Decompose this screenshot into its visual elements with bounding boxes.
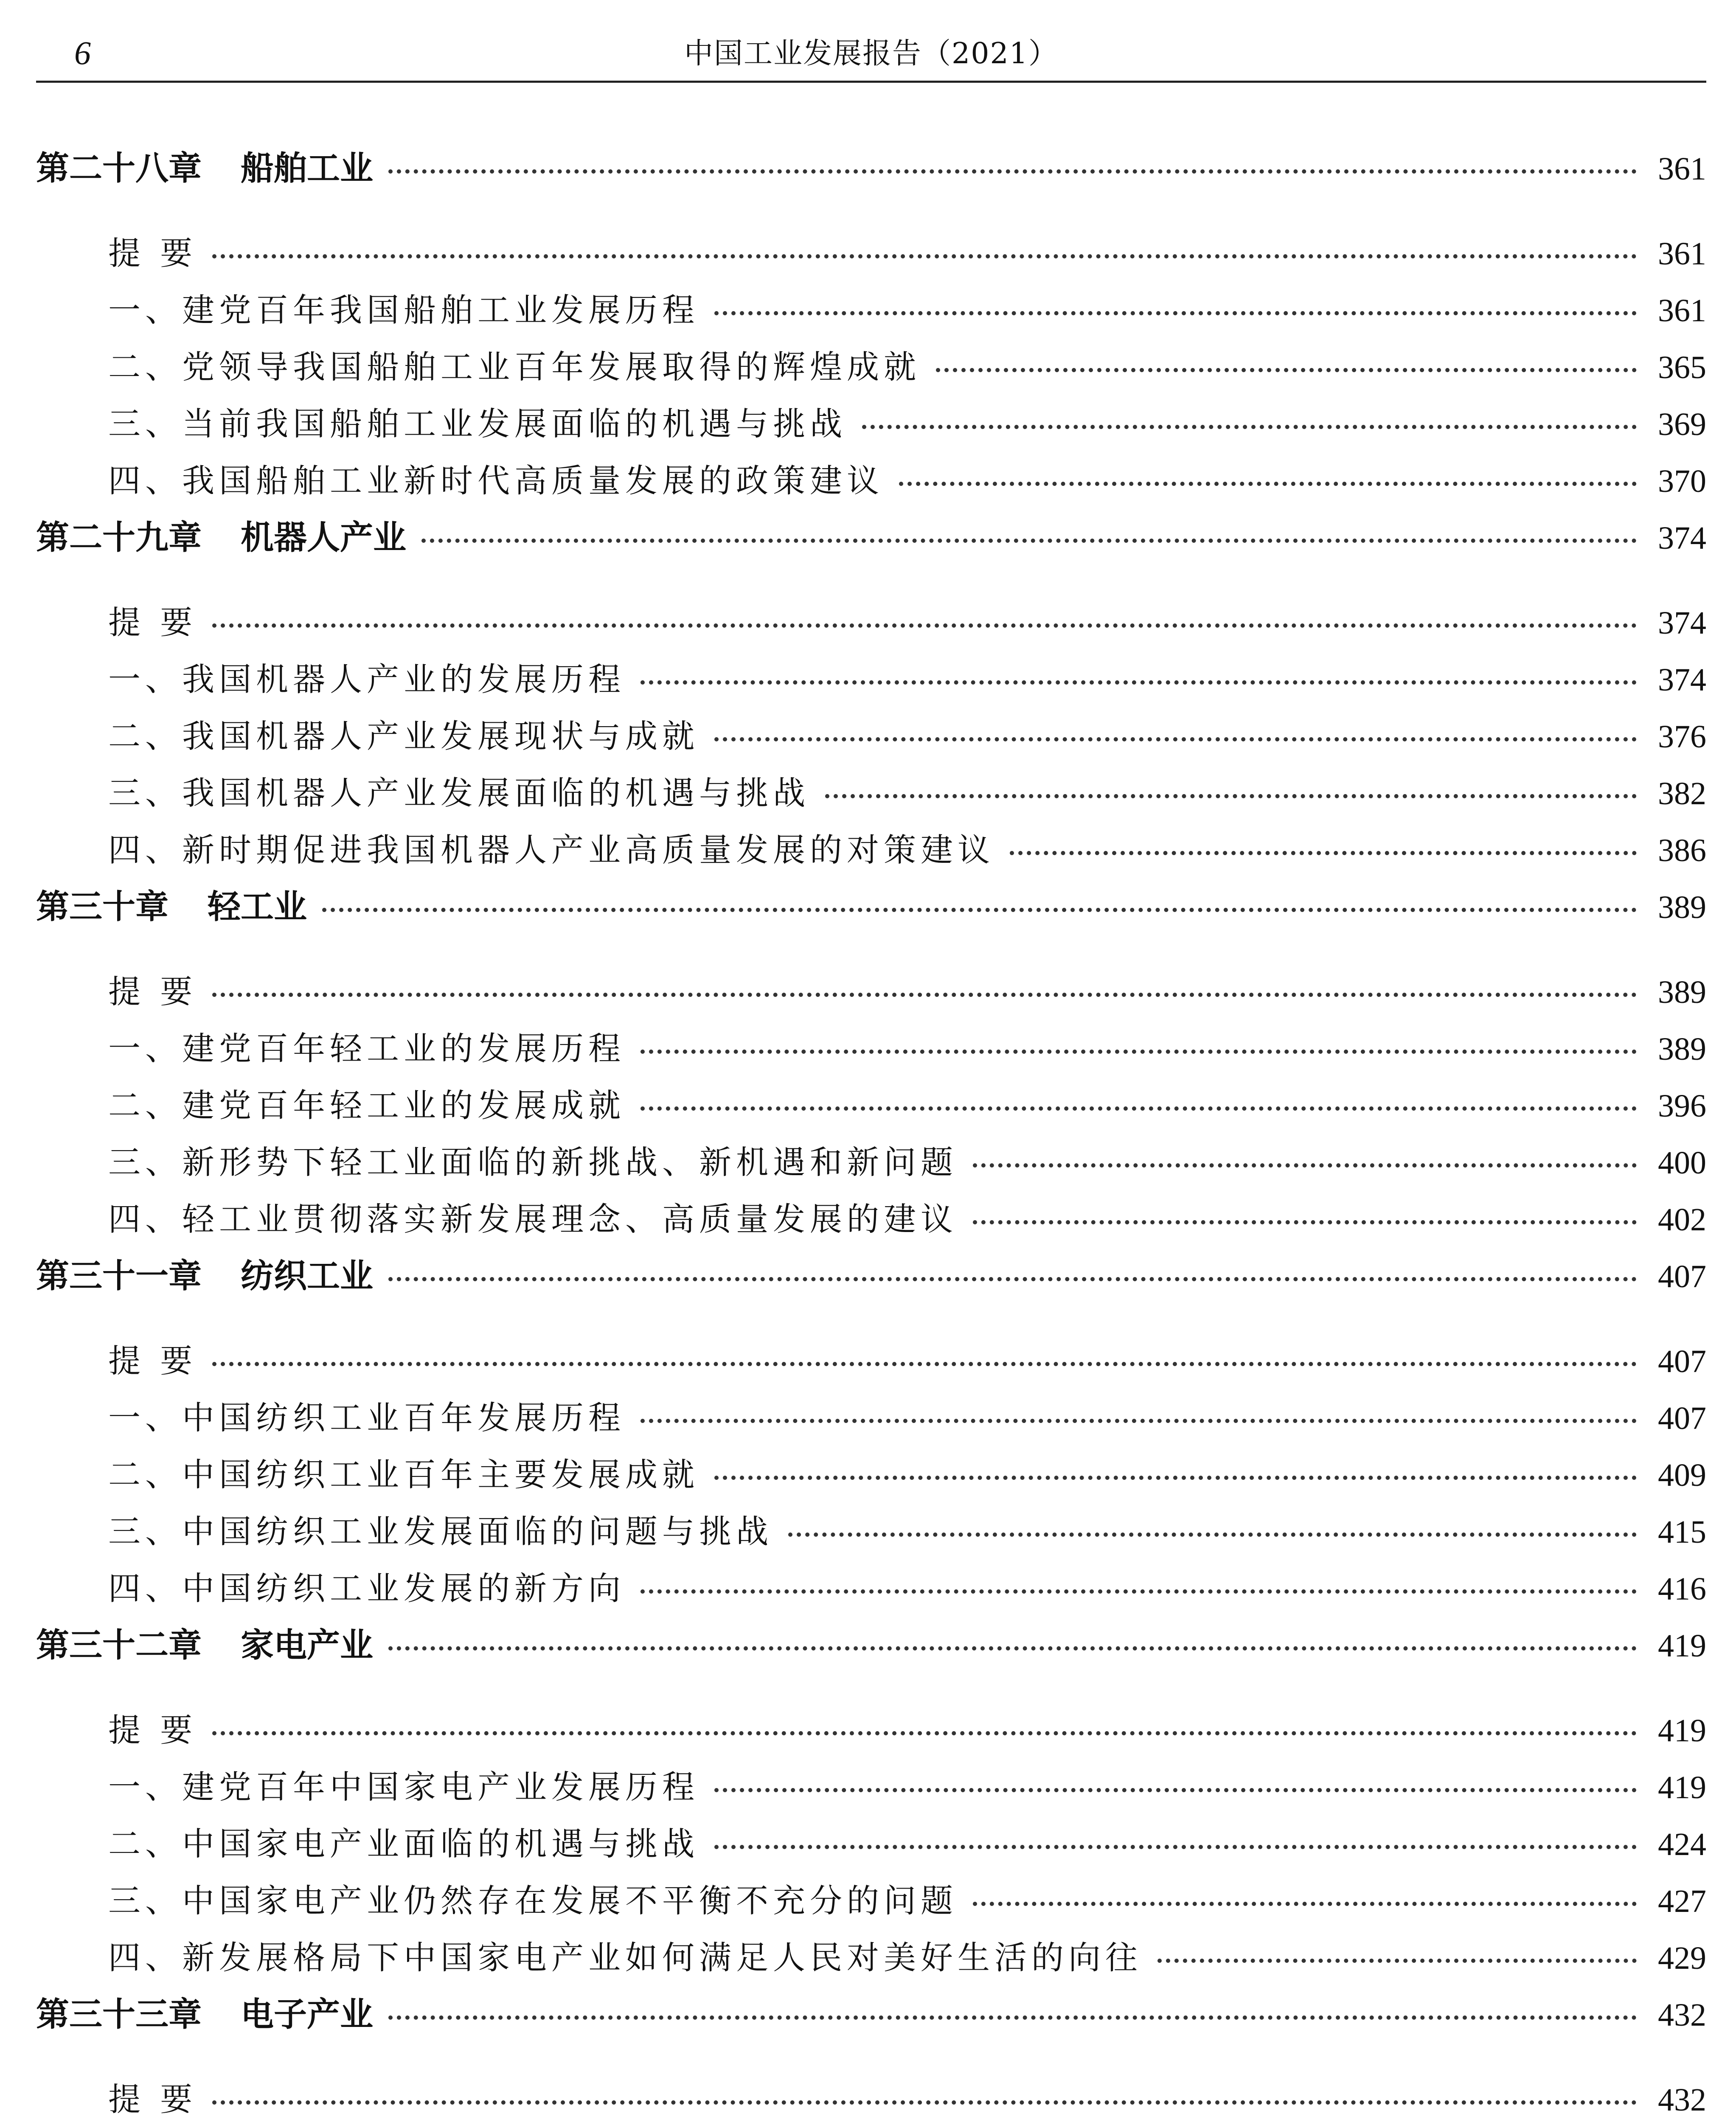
section-entry[interactable] bbox=[36, 1759, 1706, 1816]
dot-leader bbox=[788, 1533, 1637, 1537]
section-title: 一、我国机器人产业的发展历程 bbox=[108, 660, 625, 698]
section-title: 一、建党百年中国家电产业发展历程 bbox=[108, 1768, 699, 1806]
section-page-number: 389 bbox=[1658, 974, 1706, 1010]
page-number: 6 bbox=[74, 34, 91, 71]
section-page-number: 407 bbox=[1658, 1344, 1706, 1379]
section-entry[interactable] bbox=[36, 1872, 1706, 1929]
section-title: 二、中国纺织工业百年主要发展成就 bbox=[108, 1456, 699, 1493]
section-page-number: 416 bbox=[1658, 1571, 1706, 1607]
dot-leader bbox=[388, 2015, 1637, 2020]
section-page-number: 419 bbox=[1658, 1713, 1706, 1749]
section-title: 四、新发展格局下中国家电产业如何满足人民对美好生活的向往 bbox=[108, 1939, 1142, 1976]
section-entry[interactable] bbox=[36, 1077, 1706, 1134]
section-page-number: 419 bbox=[1658, 1770, 1706, 1805]
dot-leader bbox=[825, 794, 1637, 798]
section-page-number: 432 bbox=[1658, 2082, 1706, 2118]
table-of-contents bbox=[36, 140, 1706, 2122]
chapter-title: 家电产业 bbox=[241, 1626, 374, 1664]
section-title: 三、新形势下轻工业面临的新挑战、新机遇和新问题 bbox=[108, 1143, 958, 1181]
section-entry[interactable] bbox=[36, 1816, 1706, 1872]
section-title: 四、轻工业贯彻落实新发展理念、高质量发展的建议 bbox=[108, 1200, 958, 1238]
dot-leader bbox=[640, 1419, 1637, 1423]
section-title: 三、当前我国船舶工业发展面临的机遇与挑战 bbox=[108, 405, 847, 443]
section-entry[interactable] bbox=[36, 1389, 1706, 1446]
section-page-number: 400 bbox=[1658, 1145, 1706, 1181]
section-entry[interactable] bbox=[36, 1702, 1706, 1759]
chapter-title: 轻工业 bbox=[208, 888, 307, 926]
section-entry[interactable] bbox=[36, 1020, 1706, 1077]
dot-leader bbox=[640, 1050, 1637, 1054]
section-entry[interactable] bbox=[36, 963, 1706, 1020]
chapter-entry[interactable] bbox=[36, 509, 1706, 566]
section-page-number: 402 bbox=[1658, 1202, 1706, 1238]
dot-leader bbox=[640, 1589, 1637, 1594]
section-title: 提 要 bbox=[108, 234, 197, 272]
section-title: 四、新时期促进我国机器人产业高质量发展的对策建议 bbox=[108, 831, 994, 869]
chapter-block bbox=[36, 1986, 1706, 2122]
chapter-page-number: 407 bbox=[1658, 1259, 1706, 1294]
section-page-number: 407 bbox=[1658, 1401, 1706, 1436]
dot-leader bbox=[212, 2100, 1637, 2105]
chapter-number: 第三十章 bbox=[36, 888, 169, 926]
section-title: 提 要 bbox=[108, 2080, 197, 2118]
chapter-block bbox=[36, 879, 1706, 1248]
section-title: 四、中国纺织工业发展的新方向 bbox=[108, 1569, 625, 1607]
running-title: 中国工业发展报告（2021） bbox=[684, 37, 1059, 70]
chapter-entry[interactable] bbox=[36, 1986, 1706, 2043]
section-title: 提 要 bbox=[108, 1711, 197, 1749]
chapter-entry[interactable] bbox=[36, 1617, 1706, 1674]
dot-leader bbox=[1157, 1959, 1637, 1963]
chapter-title: 船舶工业 bbox=[241, 149, 374, 188]
section-entry[interactable] bbox=[36, 282, 1706, 339]
chapter-entry[interactable] bbox=[36, 879, 1706, 935]
section-entry[interactable] bbox=[36, 339, 1706, 396]
chapter-page-number: 419 bbox=[1658, 1628, 1706, 1664]
dot-leader bbox=[212, 254, 1637, 258]
dot-leader bbox=[862, 425, 1637, 429]
dot-leader bbox=[388, 169, 1637, 174]
section-page-number: 415 bbox=[1658, 1514, 1706, 1550]
dot-leader bbox=[640, 1106, 1637, 1111]
dot-leader bbox=[640, 680, 1637, 685]
section-page-number: 361 bbox=[1658, 236, 1706, 272]
section-entry[interactable] bbox=[36, 2071, 1706, 2122]
dot-leader bbox=[714, 311, 1637, 315]
dot-leader bbox=[1010, 851, 1637, 855]
dot-leader bbox=[212, 1362, 1637, 1366]
chapter-page-number: 374 bbox=[1658, 520, 1706, 556]
chapter-page-number: 361 bbox=[1658, 151, 1706, 187]
dot-leader bbox=[714, 1845, 1637, 1849]
section-title: 四、我国船舶工业新时代高质量发展的政策建议 bbox=[108, 462, 884, 500]
dot-leader bbox=[212, 1731, 1637, 1735]
dot-leader bbox=[322, 908, 1637, 912]
chapter-number: 第三十三章 bbox=[36, 1996, 202, 2034]
section-page-number: 386 bbox=[1658, 833, 1706, 868]
section-title: 二、建党百年轻工业的发展成就 bbox=[108, 1086, 625, 1124]
section-page-number: 361 bbox=[1658, 293, 1706, 328]
section-entry[interactable] bbox=[36, 1333, 1706, 1389]
section-title: 一、中国纺织工业百年发展历程 bbox=[108, 1399, 625, 1437]
dot-leader bbox=[973, 1220, 1637, 1224]
section-title: 三、中国家电产业仍然存在发展不平衡不充分的问题 bbox=[108, 1882, 958, 1920]
section-page-number: 429 bbox=[1658, 1940, 1706, 1976]
chapter-number: 第三十二章 bbox=[36, 1626, 202, 1664]
dot-leader bbox=[936, 368, 1637, 372]
section-title: 三、中国纺织工业发展面临的问题与挑战 bbox=[108, 1513, 773, 1550]
section-page-number: 376 bbox=[1658, 719, 1706, 755]
section-entry[interactable] bbox=[36, 1134, 1706, 1191]
chapter-title: 机器人产业 bbox=[241, 519, 407, 557]
section-title: 一、建党百年轻工业的发展历程 bbox=[108, 1030, 625, 1067]
chapter-title: 电子产业 bbox=[241, 1996, 374, 2034]
section-title: 二、中国家电产业面临的机遇与挑战 bbox=[108, 1825, 699, 1863]
section-title: 提 要 bbox=[108, 603, 197, 641]
chapter-page-number: 389 bbox=[1658, 890, 1706, 925]
dot-leader bbox=[714, 1788, 1637, 1792]
dot-leader bbox=[388, 1646, 1637, 1650]
chapter-title: 纺织工业 bbox=[241, 1257, 374, 1295]
chapter-entry[interactable] bbox=[36, 140, 1706, 197]
section-title: 提 要 bbox=[108, 1342, 197, 1380]
section-entry[interactable] bbox=[36, 1191, 1706, 1248]
section-title: 二、我国机器人产业发展现状与成就 bbox=[108, 717, 699, 755]
chapter-number: 第二十八章 bbox=[36, 149, 202, 188]
section-title: 三、我国机器人产业发展面临的机遇与挑战 bbox=[108, 774, 810, 812]
section-entry[interactable] bbox=[36, 1560, 1706, 1617]
dot-leader bbox=[899, 482, 1637, 486]
section-page-number: 370 bbox=[1658, 463, 1706, 499]
section-title: 二、党领导我国船舶工业百年发展取得的辉煌成就 bbox=[108, 348, 921, 386]
section-page-number: 382 bbox=[1658, 776, 1706, 811]
section-page-number: 365 bbox=[1658, 350, 1706, 385]
section-entry[interactable] bbox=[36, 225, 1706, 282]
section-entry[interactable] bbox=[36, 1503, 1706, 1560]
section-entry[interactable] bbox=[36, 708, 1706, 765]
dot-leader bbox=[973, 1902, 1637, 1906]
section-page-number: 396 bbox=[1658, 1088, 1706, 1124]
section-entry[interactable] bbox=[36, 1929, 1706, 1986]
chapter-number: 第二十九章 bbox=[36, 519, 202, 557]
chapter-entry[interactable] bbox=[36, 1248, 1706, 1305]
section-entry[interactable] bbox=[36, 822, 1706, 879]
section-page-number: 424 bbox=[1658, 1827, 1706, 1862]
chapter-block bbox=[36, 140, 1706, 509]
section-title: 提 要 bbox=[108, 973, 197, 1010]
chapter-block bbox=[36, 1617, 1706, 1986]
dot-leader bbox=[388, 1277, 1637, 1281]
section-page-number: 369 bbox=[1658, 407, 1706, 442]
dot-leader bbox=[212, 623, 1637, 628]
section-entry[interactable] bbox=[36, 594, 1706, 651]
section-title: 一、建党百年我国船舶工业发展历程 bbox=[108, 291, 699, 329]
dot-leader bbox=[421, 539, 1637, 543]
section-entry[interactable] bbox=[36, 396, 1706, 452]
dot-leader bbox=[714, 737, 1637, 741]
chapter-number: 第三十一章 bbox=[36, 1257, 202, 1295]
dot-leader bbox=[714, 1476, 1637, 1480]
section-entry[interactable] bbox=[36, 765, 1706, 822]
page-header bbox=[36, 25, 1706, 83]
section-entry[interactable] bbox=[36, 1446, 1706, 1503]
section-page-number: 389 bbox=[1658, 1031, 1706, 1067]
section-page-number: 374 bbox=[1658, 662, 1706, 698]
dot-leader bbox=[973, 1163, 1637, 1168]
section-page-number: 427 bbox=[1658, 1883, 1706, 1919]
chapter-block bbox=[36, 509, 1706, 879]
chapter-block bbox=[36, 1248, 1706, 1617]
chapter-page-number: 432 bbox=[1658, 1997, 1706, 2033]
section-page-number: 409 bbox=[1658, 1457, 1706, 1493]
section-entry[interactable] bbox=[36, 452, 1706, 509]
section-entry[interactable] bbox=[36, 651, 1706, 708]
section-page-number: 374 bbox=[1658, 605, 1706, 641]
dot-leader bbox=[212, 993, 1637, 997]
